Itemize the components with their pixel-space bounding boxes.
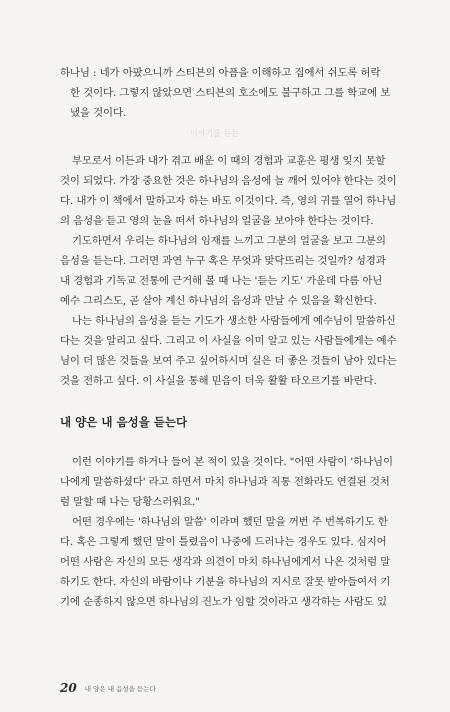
running-title: 내 양은 내 음성을 듣는다: [84, 685, 156, 693]
text-line: 기도하면서 우리는 하나님의 임재를 느끼고 그분의 얼굴을 보고 그분의: [72, 235, 386, 247]
text-line: 냈을 것이다.: [70, 107, 127, 119]
page-footer: [60, 677, 156, 696]
page-number: 20: [60, 681, 77, 695]
text-line: 것을 전하고 싶다. 이 사실을 통해 믿음이 더욱 활활 타오르기를 바란다.: [60, 375, 377, 387]
text-line: 한 것이다. 그렇지 않았으면 스티븐의 호소에도 불구하고 그를 학교에 보: [70, 87, 391, 99]
paragraph-6: [60, 512, 405, 612]
text-line: 나는 하나님의 음성을 듣는 기도가 생소한 사람들에게 예수님이 말씀하신: [72, 315, 396, 327]
text-line: 의 음성을 듣고 영의 눈을 떠서 하나님의 얼굴을 보아야 한다는 것이다.: [60, 215, 374, 227]
text-line: 부모로서 이든과 내가 겪고 배운 이 때의 경험과 교훈은 평생 잊지 못할: [72, 155, 386, 167]
text-line: 이런 이야기를 하거나 들어 본 적이 있을 것이다. "어떤 사람이 '하나님이: [72, 456, 393, 468]
text-line: 음성을 듣는다. 그러면 과연 누구 혹은 무엇과 맞닥뜨리는 것일까? 성경과: [60, 255, 386, 267]
paragraph-5: [60, 452, 405, 512]
text-line: 다. 내가 이 책에서 말하고자 하는 바도 이것이다. 즉, 영의 귀를 열어 하나님: [60, 195, 397, 207]
text-line: 기에 순종하지 않으면 하나님의 진노가 임할 것이라고 생각하는 사람도 있: [60, 596, 387, 608]
bleed-through-text: 이야기를 듣는: [190, 129, 239, 138]
paragraph-2: [60, 151, 405, 231]
text-line: 다는 것을 알리고 싶다. 그리고 이 사실을 이미 알고 있는 사람들에게는 예수: [60, 335, 397, 347]
text-line: 하기도 한다. 자신의 바람이나 기분을 하나님의 지시로 잘못 받아들여서 기: [60, 576, 391, 588]
section-heading: 내 양은 내 음성을 듣는다: [60, 415, 188, 429]
text-line: 님이 더 많은 것들을 보여 주고 싶어하시며 실은 더 좋은 것들이 남아 있다는: [60, 355, 397, 367]
text-line: 어떤 경우에는 '하나님의 말씀' 이라며 했던 말을 꺼번 주 번복하기도 한: [72, 516, 388, 528]
text-line: 하나님 : 네가 아팠으니까 스티븐의 아픔을 이해하고 집에서 쉬도록 허락: [60, 67, 381, 79]
text-line: 것이 되었다. 가장 중요한 것은 하나님의 음성에 늘 깨어 있어야 한다는 것이: [60, 175, 397, 187]
text-line: 럼 말할 때 나는 당황스러워요.": [60, 496, 200, 508]
paragraph-3: [60, 231, 405, 311]
text-line: 다. 혹은 그렇게 했던 말이 틀렸음이 나중에 드러나는 경우도 있다. 심지어: [60, 536, 387, 548]
text-line: 예수 그리스도, 곧 살아 계신 하나님의 음성과 만날 수 있음을 확신한다.: [60, 295, 377, 307]
text-line: 나에게 말씀하셨다' 라고 하면서 마치 하나님과 직통 전화라도 연결된 것처: [60, 476, 390, 488]
paragraph-1: [60, 63, 405, 123]
text-line: 내 경험과 기독교 전통에 근거해 볼 때 나는 '듣는 기도' 가운데 다름 아닌: [60, 275, 383, 287]
text-line: 어떤 사람은 자신의 모든 생각과 의견이 마치 하나님에게서 나온 것처럼 말: [60, 556, 391, 568]
paragraph-4: [60, 311, 405, 391]
